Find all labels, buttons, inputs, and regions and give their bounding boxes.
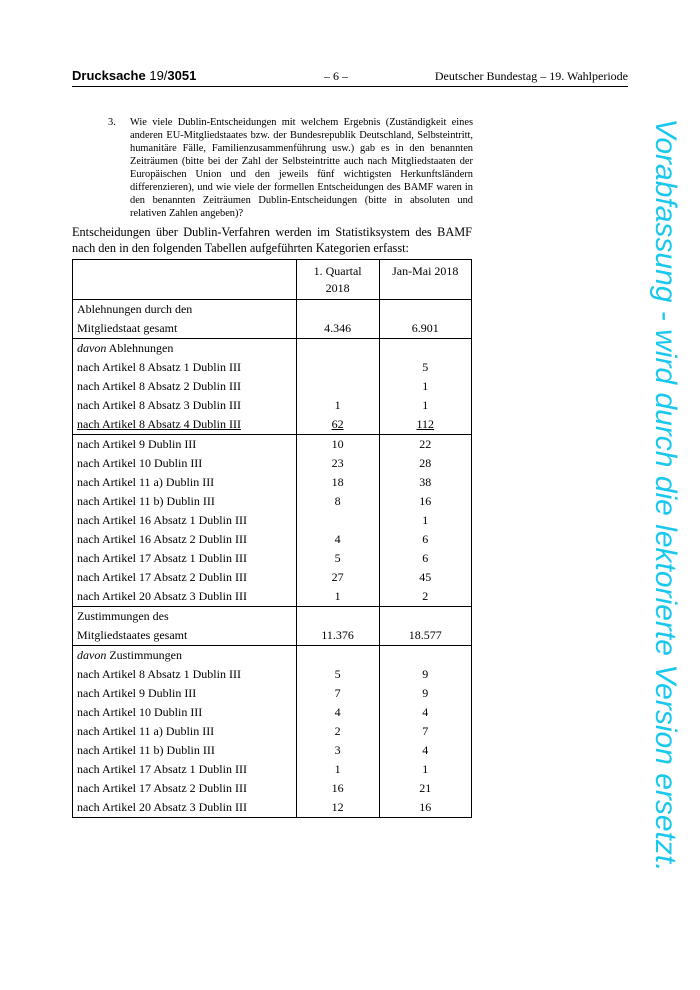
row-janmai-value: 4 [422, 743, 429, 757]
row-janmai-value: 1 [422, 513, 429, 527]
row-q1-value: 16 [331, 781, 344, 795]
row-janmai-value: 2 [422, 589, 429, 603]
ablehnungen-davon-group [73, 339, 472, 435]
row-label: nach Artikel 8 Absatz 1 Dublin III [77, 360, 241, 374]
row-label: nach Artikel 16 Absatz 1 Dublin III [77, 513, 247, 527]
ablehnungen-articles-group [73, 435, 472, 607]
question-number: 3. [108, 117, 116, 128]
row-label: nach Artikel 8 Absatz 3 Dublin III [77, 398, 241, 412]
row-janmai-value: 45 [419, 570, 432, 584]
row-label: nach Artikel 9 Dublin III [77, 437, 197, 451]
draft-watermark: Vorabfassung - wird durch die lektorierte Version ersetzt. [649, 118, 682, 872]
row-label: nach Artikel 16 Absatz 2 Dublin III [77, 532, 247, 546]
row-janmai-value: 5 [422, 360, 429, 374]
row-label: nach Artikel 10 Dublin III [77, 705, 203, 719]
publisher: Deutscher Bundestag – 19. Wahlperiode [434, 69, 628, 83]
question-text: Wie viele Dublin-Entscheidungen mit welchem Ergebnis (Zuständigkeit eines anderen EU-Mitgliedstaates bzw. der Bundesrepublik Deutschland, Selbsteintritt, humanitäre Fälle, Familienzusammenführung usw.) gab es in den benannten Zeiträumen (bitte bei der Zahl der Selbsteintritte auch nach Mitgliedstaaten der Europäischen Union und den jeweils fünf wichtigsten Herkunftsländern differenzieren), und wie viele der formellen Entscheidungen des BAMF waren in den benannten Zeiträumen Dublin-Entscheidungen (bitte in absoluten und relativen Zahlen angeben)? [130, 117, 473, 219]
document-number [72, 68, 196, 83]
davon-zustimmungen-label: davon Zustimmungen [77, 648, 182, 662]
doc-number-prefix: 19/ [149, 68, 168, 83]
row-q1-value: 23 [331, 456, 344, 470]
row-janmai-value: 1 [422, 379, 429, 393]
row-label: nach Artikel 17 Absatz 1 Dublin III [77, 762, 247, 776]
question-block [108, 116, 473, 220]
row-q1-value: 1 [334, 589, 341, 603]
row-janmai-value: 1 [422, 762, 429, 776]
row-janmai-value: 16 [419, 494, 432, 508]
row-label: nach Artikel 10 Dublin III [77, 456, 203, 470]
row-q1-value: 18 [331, 475, 344, 489]
row-q1-value: 3 [334, 743, 341, 757]
row-janmai-value: 16 [419, 800, 432, 814]
ablehnungen-total-row: Ablehnungen durch den Mitgliedstaat gesamt 4.346 6.901 [73, 300, 472, 339]
row-q1-value: 4 [334, 532, 341, 546]
row-label: nach Artikel 11 a) Dublin III [77, 724, 215, 738]
row-q1-value: 2 [334, 724, 341, 738]
davon-ablehnungen-label: davon Ablehnungen [77, 341, 174, 355]
row-label: nach Artikel 11 a) Dublin III [77, 475, 215, 489]
row-q1-value: 4 [334, 705, 341, 719]
row-janmai-value: 112 [416, 417, 435, 431]
row-q1-value [297, 511, 379, 530]
row-label: nach Artikel 8 Absatz 1 Dublin III [77, 667, 241, 681]
row-janmai-value: 1 [422, 398, 429, 412]
row-janmai-value: 6 [422, 532, 429, 546]
row-label: nach Artikel 9 Dublin III [77, 686, 197, 700]
dublin-decisions-table [72, 259, 472, 818]
row-q1-value: 12 [331, 800, 344, 814]
row-q1-value: 7 [334, 686, 341, 700]
row-janmai-value: 7 [422, 724, 429, 738]
row-q1-value: 62 [331, 417, 344, 431]
row-label: nach Artikel 11 b) Dublin III [77, 494, 215, 508]
doc-number: 3051 [167, 68, 197, 83]
row-label: nach Artikel 11 b) Dublin III [77, 743, 215, 757]
row-janmai-value: 22 [419, 437, 432, 451]
page-header [72, 68, 628, 87]
row-label: nach Artikel 20 Absatz 3 Dublin III [77, 589, 247, 603]
doc-label: Drucksache [72, 68, 146, 83]
header-empty-cell [73, 260, 297, 300]
row-label: nach Artikel 20 Absatz 3 Dublin III [77, 800, 247, 814]
zustimmungen-davon-group [73, 646, 472, 818]
row-janmai-value: 21 [419, 781, 432, 795]
row-label: nach Artikel 8 Absatz 2 Dublin III [77, 379, 241, 393]
row-janmai-value: 4 [422, 705, 429, 719]
row-q1-value [297, 377, 379, 396]
row-q1-value: 27 [331, 570, 344, 584]
row-q1-value: 1 [334, 398, 341, 412]
row-janmai-value: 6 [422, 551, 429, 565]
header-jan-mai-2018: Jan-Mai 2018 [379, 260, 471, 300]
row-janmai-value: 38 [419, 475, 432, 489]
answer-intro: Entscheidungen über Dublin-Verfahren werden im Statistiksystem des BAMF nach den in den folgenden Tabellen aufgeführten Kategorien erfasst: [72, 225, 472, 255]
row-label: nach Artikel 17 Absatz 2 Dublin III [77, 570, 247, 584]
row-q1-value: 5 [334, 667, 341, 681]
row-janmai-value: 28 [419, 456, 432, 470]
page-number: – 6 – [324, 69, 348, 83]
row-q1-value: 1 [334, 762, 341, 776]
row-janmai-value: 9 [422, 667, 429, 681]
row-label: nach Artikel 8 Absatz 4 Dublin III [77, 417, 241, 431]
row-q1-value: 10 [331, 437, 344, 451]
row-label: nach Artikel 17 Absatz 2 Dublin III [77, 781, 247, 795]
row-q1-value: 5 [334, 551, 341, 565]
zustimmungen-total-row: Zustimmungen des Mitgliedstaates gesamt 11.376 18.577 [73, 607, 472, 646]
header-q1-2018: 1. Quartal 2018 [296, 260, 379, 300]
table-header-row [73, 260, 472, 300]
row-label: nach Artikel 17 Absatz 1 Dublin III [77, 551, 247, 565]
row-janmai-value: 9 [422, 686, 429, 700]
row-q1-value: 8 [334, 494, 341, 508]
row-q1-value [297, 358, 379, 377]
